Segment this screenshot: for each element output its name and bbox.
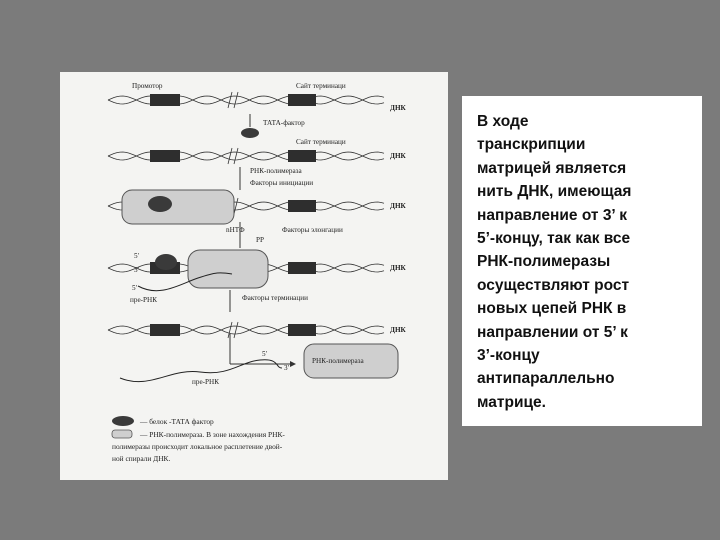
rna-polymerase-label: РНК-полимераза (250, 167, 302, 175)
polymerase-blob-1 (148, 196, 172, 212)
arrow-head-6 (290, 361, 296, 367)
elongation-factors-label: Факторы элонгации (282, 226, 343, 234)
promoter-block-row5 (150, 324, 180, 336)
dna-break-mark-row1 (228, 92, 238, 108)
termination-site-label-2: Сайт терминаци (296, 138, 346, 146)
caption-box (462, 96, 702, 426)
termination-site-label: Сайт терминаци (296, 82, 346, 90)
termination-factors-label: Факторы терминации (242, 294, 308, 302)
pp-label: PP (256, 236, 264, 244)
termination-block-row5 (288, 324, 316, 336)
dna-strand-row1-s2 (108, 96, 384, 104)
three-prime-a: 3' (134, 266, 139, 274)
promoter-block-row2 (150, 150, 180, 162)
initiation-factors-label: Факторы инициации (250, 179, 314, 187)
legend-line-1: — белок -ТАТА фактор (140, 417, 214, 426)
dna-break-mark-row2 (228, 148, 238, 164)
termination-block-row3 (288, 200, 316, 212)
dna-strand-row5-s2 (108, 326, 384, 334)
rna-polymerase-zone-1 (122, 190, 234, 224)
ntf-label: nНТФ (226, 226, 245, 234)
diagram-canvas (60, 72, 448, 480)
five-prime-b: 5' (132, 284, 137, 292)
termination-block-row2 (288, 150, 316, 162)
dna-label-5: ДНК (390, 326, 406, 334)
legend-tata-swatch (112, 416, 134, 426)
dna-label-4: ДНК (390, 264, 406, 272)
caption-text: В ходе транскрипции матрицей является нить ДНК, имеющая направление от 3’ к 5’-концу, так как все РНК-полимеразы осуществляют рост новых цепей РНК в направлении от 5’ к 3’-концу антипараллельно матрице. (477, 113, 632, 411)
dna-strand-row5-s1 (108, 326, 384, 334)
legend-line-4: ной спирали ДНК. (112, 454, 171, 463)
rna-polymerase-box-label: РНК-полимераза (312, 357, 364, 365)
dna-strand-row2-s2 (108, 152, 384, 160)
tata-factor-label: ТАТА-фактор (263, 119, 305, 127)
legend-line-2: — РНК-полимераза. В зоне нахождения РНК- (140, 430, 285, 439)
termination-block-row4 (288, 262, 316, 274)
five-prime-a: 5' (134, 252, 139, 260)
transcription-diagram (60, 72, 448, 480)
promoter-label: Промотор (132, 82, 163, 90)
legend-line-3: полимеразы происходит локальное расплетение двой- (112, 442, 283, 451)
five-prime-c: 5' (262, 350, 267, 358)
legend-polymerase-swatch (112, 430, 132, 438)
promoter-block-row1 (150, 94, 180, 106)
dna-label-2: ДНК (390, 152, 406, 160)
tata-factor-blob (241, 128, 259, 138)
dna-strand-row2-s1 (108, 152, 384, 160)
dna-label-1: ДНК (390, 104, 406, 112)
pre-rna-label-2: пре-РНК (192, 378, 220, 386)
dna-label-3: ДНК (390, 202, 406, 210)
pre-rna-label-1: пре-РНК (130, 296, 158, 304)
termination-block-row1 (288, 94, 316, 106)
dna-strand-row1-s1 (108, 96, 384, 104)
three-prime-c: 3' (284, 364, 289, 372)
polymerase-blob-2 (155, 254, 177, 270)
rna-polymerase-zone-2 (188, 250, 268, 288)
